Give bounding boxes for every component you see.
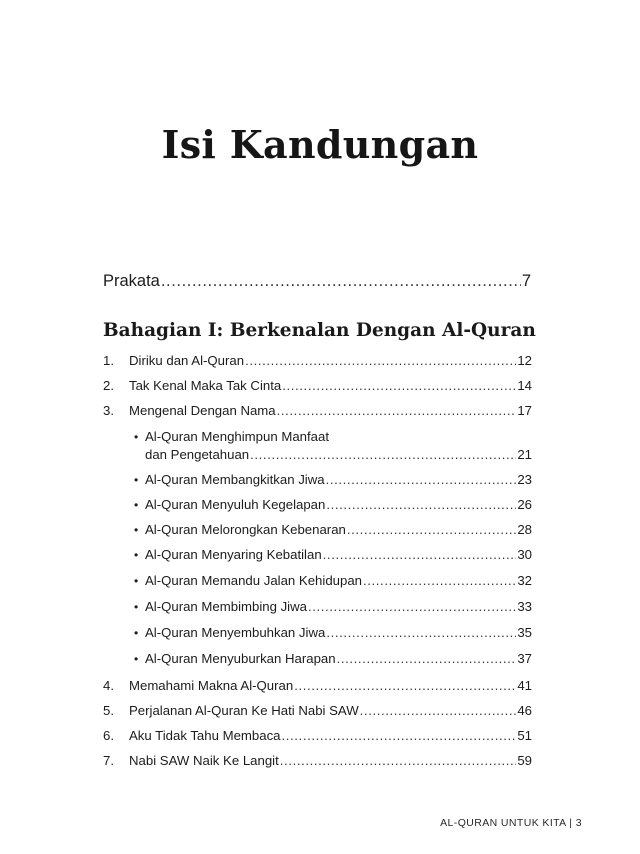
subentry-title: Al-Quran Memandu Jalan Kehidupan — [145, 573, 362, 588]
chapter-number: 6. — [103, 728, 114, 743]
toc-page-number: 32 — [517, 573, 532, 588]
subentry-title: Al-Quran Menyuburkan Harapan — [145, 651, 336, 666]
chapter-number: 4. — [103, 678, 114, 693]
toc-entry-chapter-5[interactable] — [103, 703, 532, 718]
chapter-title: Nabi SAW Naik Ke Langit — [129, 753, 279, 768]
chapter-title: Aku Tidak Tahu Membaca — [129, 728, 281, 743]
page-title: Isi Kandungan — [161, 122, 479, 167]
toc-page-number: 14 — [517, 378, 532, 393]
toc-page-number: 41 — [517, 678, 532, 693]
toc-page-number: 23 — [517, 472, 532, 487]
bullet-icon: • — [134, 523, 139, 537]
toc-subentry-7[interactable] — [134, 599, 532, 614]
toc-subentry-6[interactable] — [134, 573, 532, 588]
toc-page-number: 7 — [521, 272, 531, 290]
toc-page-number: 51 — [517, 728, 532, 743]
toc-page-number: 30 — [517, 547, 532, 562]
dot-leader — [245, 353, 516, 368]
subentry-title-continued: dan Pengetahuan — [145, 447, 250, 462]
chapter-title: Perjalanan Al-Quran Ke Hati Nabi SAW — [129, 703, 359, 718]
toc-entry-chapter-7[interactable] — [103, 753, 532, 768]
dot-leader — [326, 497, 516, 512]
toc-page-number: 33 — [517, 599, 532, 614]
toc-page-number: 46 — [517, 703, 532, 718]
page-footer: AL-QURAN UNTUK KITA | 3 — [440, 817, 582, 829]
toc-subentry-3[interactable] — [134, 497, 532, 512]
dot-leader — [282, 728, 517, 743]
toc-entry-chapter-1[interactable] — [103, 353, 532, 368]
chapter-title: Tak Kenal Maka Tak Cinta — [129, 378, 282, 393]
bullet-icon: • — [134, 548, 139, 562]
subentry-title: Al-Quran Membangkitkan Jiwa — [145, 472, 325, 487]
toc-page-number: 28 — [517, 522, 532, 537]
toc-page-number: 59 — [517, 753, 532, 768]
toc-entry-chapter-4[interactable] — [103, 678, 532, 693]
bullet-icon: • — [134, 600, 139, 614]
toc-page-number: 12 — [517, 353, 532, 368]
chapter-title: Diriku dan Al-Quran — [129, 353, 245, 368]
dot-leader — [347, 522, 516, 537]
chapter-number: 2. — [103, 378, 114, 393]
subentry-title: Al-Quran Menyaring Kebatilan — [145, 547, 322, 562]
bullet-icon: • — [134, 574, 139, 588]
toc-page-number: 35 — [517, 625, 532, 640]
dot-leader — [308, 599, 516, 614]
toc-page-number: 21 — [517, 447, 532, 462]
dot-leader — [280, 753, 517, 768]
dot-leader — [250, 447, 516, 462]
bullet-icon: • — [134, 430, 139, 444]
subentry-title: Al-Quran Menyuluh Kegelapan — [145, 497, 326, 512]
dot-leader — [360, 703, 517, 718]
chapter-number: 5. — [103, 703, 114, 718]
dot-leader — [326, 472, 517, 487]
dot-leader — [282, 378, 516, 393]
toc-subentry-2[interactable] — [134, 472, 532, 487]
toc-entry-chapter-2[interactable] — [103, 378, 532, 393]
toc-subentry-5[interactable] — [134, 547, 532, 562]
chapter-title: Memahami Makna Al-Quran — [129, 678, 294, 693]
toc-page-number: 26 — [517, 497, 532, 512]
bullet-icon: • — [134, 498, 139, 512]
toc-entry-label: Prakata — [103, 272, 160, 290]
part-heading: Bahagian I: Berkenalan Dengan Al-Quran — [103, 320, 536, 341]
dot-leader — [323, 547, 517, 562]
chapter-number: 7. — [103, 753, 114, 768]
chapter-title: Mengenal Dengan Nama — [129, 403, 276, 418]
dot-leader — [294, 678, 516, 693]
toc-subentry-4[interactable] — [134, 522, 532, 537]
subentry-title: Al-Quran Melorongkan Kebenaran — [145, 522, 346, 537]
toc-subentry-8[interactable] — [134, 625, 532, 640]
chapter-number: 3. — [103, 403, 114, 418]
toc-subentry-1[interactable] — [145, 447, 532, 462]
dot-leader — [161, 272, 521, 291]
subentry-title: Al-Quran Membimbing Jiwa — [145, 599, 307, 614]
toc-entry-prakata[interactable] — [103, 272, 531, 291]
dot-leader — [326, 625, 516, 640]
toc-entry-chapter-3[interactable] — [103, 403, 532, 418]
toc-entry-chapter-6[interactable] — [103, 728, 532, 743]
toc-page-number: 37 — [517, 651, 532, 666]
dot-leader — [363, 573, 516, 588]
toc-subentry-1-line1[interactable] — [134, 429, 532, 444]
toc-subentry-9[interactable] — [134, 651, 532, 666]
bullet-icon: • — [134, 473, 139, 487]
dot-leader — [337, 651, 517, 666]
toc-page-number: 17 — [517, 403, 532, 418]
chapter-number: 1. — [103, 353, 114, 368]
bullet-icon: • — [134, 626, 139, 640]
bullet-icon: • — [134, 652, 139, 666]
subentry-title: Al-Quran Menghimpun Manfaat — [145, 429, 329, 444]
dot-leader — [277, 403, 517, 418]
subentry-title: Al-Quran Menyembuhkan Jiwa — [145, 625, 326, 640]
